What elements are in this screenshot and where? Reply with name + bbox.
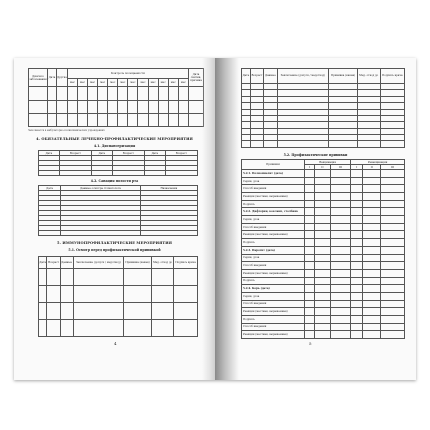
sanitation-table [38,185,198,236]
table-row [242,216,405,224]
section-4-1-title: 4.1. Диспансеризация [93,144,136,148]
table-row [242,239,405,247]
sanitation-col-header: Назначения [140,186,197,191]
sanitation-col-header: Дата [39,186,61,191]
table-row [242,308,405,316]
table-row [242,231,405,239]
table-row [242,200,405,208]
left-page [14,58,215,380]
month-header: мес [88,79,98,87]
table-row [242,277,405,285]
right-page [215,58,416,380]
vacc-row-label: Способ введения [242,223,305,231]
section-4-2-title: 4.2. Санация полости рта [90,179,139,183]
vacc-row-label: Подпись [242,239,305,247]
pre-vacc-col-header: Дата [39,257,47,269]
dispensary-col-header: Дата [144,151,165,156]
col-date: Дата [48,69,57,87]
table-row [242,223,405,231]
vacc-row-label: Способ введения [242,323,305,331]
vacc-row-label: Реакция (местная, выраженная) [242,231,305,239]
vacc-sub-header: I [351,165,363,170]
revaccination-header: Ревакцинация [351,160,405,165]
month-header: мес [158,79,168,87]
table-row [242,254,405,262]
pre-vacc-col-header: Мед. отвод до [152,257,174,269]
month-header: мес [128,79,138,87]
month-header: мес [108,79,118,87]
section-5-title: 5. ИММУНОПРОФИЛАКТИЧЕСКИЕ МЕРОПРИЯТИЯ [57,241,172,245]
table-row [242,323,405,331]
table-row [242,292,405,300]
vacc-row-label: 5.2.3. Паротит (дата) [242,246,305,254]
continued-col-header: Заключение (допуск / медотвод) [277,69,329,84]
continued-col-header: Подпись врача [380,69,404,84]
dispensary-table [38,150,198,176]
pre-vacc-col-header: Заключение (допуск / медотвод) [73,257,123,269]
sanitation-col-header: Данные осмотра стоматолога [61,186,141,191]
col-last: Дата снятия, причина [189,69,204,87]
footnote: Заполняется в амбулаторно-поликлинических учреждениях [28,129,105,132]
section-5-2-title: 5.2. Профилактические прививки [283,153,348,157]
col-other: Другие [57,69,68,87]
vaccination-header: Вакцинация [305,160,351,165]
table-row [242,185,405,193]
month-header: мес [98,79,108,87]
month-header: мес [118,79,128,87]
vacc-row-label: Способ введения [242,300,305,308]
vacc-sub-header: II [363,165,381,170]
table-row [242,193,405,201]
month-header: мес [138,79,148,87]
pre-vacc-col-header: Прививка (какая) [124,257,152,269]
table-row [242,177,405,185]
vacc-sub-header: I [305,165,315,170]
vacc-row-label: Способ введения [242,262,305,270]
col-diag: Диагноз заболевания [29,69,48,87]
vacc-sub-header: II [315,165,330,170]
vacc-row-label: Способ введения [242,185,305,193]
pre-vacc-col-header: Данные [60,257,73,269]
vacc-row-label: Реакция (местная, выраженная) [242,331,305,339]
vacc-row-label: Подпись [242,315,305,323]
table-row [242,246,405,254]
dispensary-col-header: Возраст [59,151,91,156]
group-header: Контроль посещаемости [67,69,188,79]
vaccinations-table [241,159,405,339]
dispensary-col-header: Дата [39,151,60,156]
continued-col-header: Прививка (какая) [329,69,358,84]
gutter-shadow-left [202,58,215,380]
table-row [242,170,405,178]
dispensary-col-header: Возраст [112,151,144,156]
booklet-spread [14,58,416,380]
vacc-row-label: Подпись [242,200,305,208]
pre-vacc-col-header: Возраст [47,257,60,269]
vacc-row-label: Серия, доза [242,177,305,185]
vacc-row-label: Реакция (местная, выраженная) [242,193,305,201]
continued-col-header: Дата [242,69,251,84]
table-row [242,300,405,308]
vacc-row-label: Подпись [242,277,305,285]
vacc-row-label: 5.2.4. Корь (дата) [242,285,305,293]
pre-vacc-col-header: Подпись врача [174,257,198,269]
continued-vaccination-table [241,68,405,148]
table-row [242,285,405,293]
month-header: мес [78,79,88,87]
month-header: мес [168,79,178,87]
vacc-row-label: 5.2.2. Дифтерия, коклюш, столбняк [242,208,305,216]
pre-vaccination-table [38,256,198,337]
gutter-shadow-right [215,58,239,380]
table-row [242,315,405,323]
vacc-row-label: Серия, доза [242,254,305,262]
page-number-left: 4 [114,341,117,346]
table-row [242,262,405,270]
vacc-sub-header: III [330,165,351,170]
continued-col-header: Возраст [250,69,264,84]
month-header: мес [148,79,158,87]
vacc-header: Прививки [242,160,305,170]
continued-col-header: Данные [264,69,277,84]
page-number-right: 5 [309,341,312,346]
attendance-table [28,68,204,127]
vacc-row-label: Реакция (местная, выраженная) [242,308,305,316]
vacc-row-label: 5.2.1. Полиомиелит (дата) [242,170,305,178]
month-header: мес [67,79,77,87]
section-4-title: 4. ОБЯЗАТЕЛЬНЫЕ ЛЕЧЕБНО-ПРОФИЛАКТИЧЕСКИЕ МЕРОПРИЯТИЯ [36,137,193,141]
table-row [242,208,405,216]
vacc-row-label: Серия, доза [242,216,305,224]
continued-col-header: Мед. отвод до [357,69,380,84]
vacc-sub-header: III [381,165,405,170]
section-5-1-title: 5.1. Осмотр перед профилактической прививкой [68,248,161,252]
month-header: мес [178,79,188,87]
table-row [242,331,405,339]
vacc-row-label: Серия, доза [242,292,305,300]
dispensary-col-header: Дата [91,151,112,156]
table-row [242,269,405,277]
dispensary-col-header: Возраст [165,151,197,156]
vacc-row-label: Реакция (местная, выраженная) [242,269,305,277]
